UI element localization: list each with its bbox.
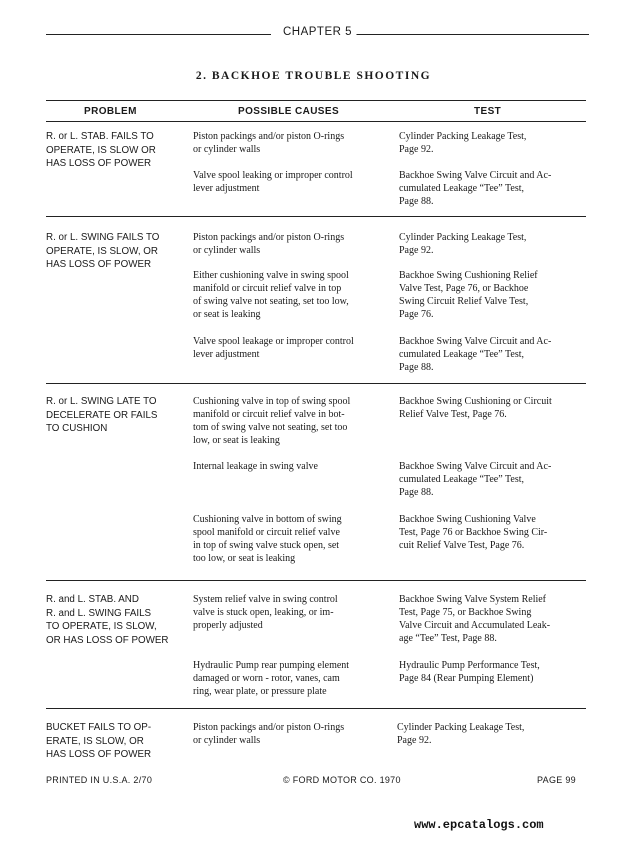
- test-cell: Cylinder Packing Leakage Test, Page 92.: [397, 722, 525, 746]
- footer-printed: PRINTED IN U.S.A. 2/70: [46, 775, 153, 785]
- test-cell: Backhoe Swing Valve Circuit and Ac- cumulated Leakage “Tee” Test, Page 88.: [399, 336, 552, 373]
- cause-cell: Piston packings and/or piston O-rings or cylinder walls: [193, 722, 345, 746]
- problem-cell: R. and L. STAB. AND R. and L. SWING FAILS TO OPERATE, IS SLOW, OR HAS LOSS OF POWER: [46, 594, 169, 646]
- cause-cell: Either cushioning valve in swing spool manifold or circuit relief valve in top of swing valve not seating, set too low, or seat is leaking: [193, 270, 349, 320]
- column-header-problem: PROBLEM: [84, 106, 137, 117]
- test-cell: Cylinder Packing Leakage Test, Page 92.: [399, 232, 527, 256]
- cause-cell: Piston packings and/or piston O-rings or cylinder walls: [193, 232, 345, 256]
- group-divider: [46, 216, 586, 217]
- test-cell: Backhoe Swing Cushioning or Circuit Relief Valve Test, Page 76.: [399, 396, 552, 420]
- cause-cell: Valve spool leaking or improper control lever adjustment: [193, 170, 353, 194]
- cause-cell: Cushioning valve in bottom of swing spool manifold or circuit relief valve in top of swing valve stuck open, set too low, or seat is leaking: [193, 514, 342, 564]
- table-header-rule: [46, 121, 586, 122]
- cause-cell: Hydraulic Pump rear pumping element damaged or worn - rotor, vanes, cam ring, wear plate, or pressure plate: [193, 660, 350, 697]
- test-cell: Backhoe Swing Valve System Relief Test, Page 75, or Backhoe Swing Valve Circuit and Accumulated Leak- age “Tee” Test, Page 88.: [399, 594, 551, 644]
- footer-copyright: © FORD MOTOR CO. 1970: [283, 775, 401, 785]
- problem-cell: BUCKET FAILS TO OP- ERATE, IS SLOW, OR HAS LOSS OF POWER: [46, 722, 152, 760]
- group-divider: [46, 708, 586, 709]
- cause-cell: System relief valve in swing control valve is stuck open, leaking, or im- properly adjusted: [193, 594, 338, 631]
- problem-cell: R. or L. STAB. FAILS TO OPERATE, IS SLOW OR HAS LOSS OF POWER: [46, 131, 156, 169]
- watermark: www.epcatalogs.com: [414, 818, 544, 832]
- group-divider: [46, 580, 586, 581]
- chapter-rule-right: [352, 34, 589, 35]
- group-divider: [46, 383, 586, 384]
- cause-cell: Internal leakage in swing valve: [193, 461, 318, 472]
- test-cell: Hydraulic Pump Performance Test, Page 84 (Rear Pumping Element): [399, 660, 540, 684]
- cause-cell: Valve spool leakage or improper control lever adjustment: [193, 336, 354, 360]
- cause-cell: Cushioning valve in top of swing spool manifold or circuit relief valve in bot- tom of swing valve not seating, set too low, or seat is leaking: [193, 396, 351, 446]
- cause-cell: Piston packings and/or piston O-rings or cylinder walls: [193, 131, 345, 155]
- test-cell: Backhoe Swing Cushioning Valve Test, Page 76 or Backhoe Swing Cir- cuit Relief Valve Test, Page 76.: [399, 514, 548, 551]
- problem-cell: R. or L. SWING FAILS TO OPERATE, IS SLOW, OR HAS LOSS OF POWER: [46, 232, 160, 270]
- test-cell: Cylinder Packing Leakage Test, Page 92.: [399, 131, 527, 155]
- chapter-label: CHAPTER 5: [279, 26, 356, 38]
- problem-cell: R. or L. SWING LATE TO DECELERATE OR FAILS TO CUSHION: [46, 396, 158, 434]
- chapter-rule-left: [46, 34, 271, 35]
- table-top-rule: [46, 100, 586, 101]
- test-cell: Backhoe Swing Valve Circuit and Ac- cumulated Leakage “Tee” Test, Page 88.: [399, 170, 552, 207]
- column-header-possible-causes: POSSIBLE CAUSES: [238, 106, 340, 117]
- chapter-header: [46, 26, 589, 42]
- section-title: 2. BACKHOE TROUBLE SHOOTING: [195, 70, 432, 82]
- test-cell: Backhoe Swing Valve Circuit and Ac- cumulated Leakage “Tee” Test, Page 88.: [399, 461, 552, 498]
- column-header-test: TEST: [474, 106, 502, 117]
- test-cell: Backhoe Swing Cushioning Relief Valve Test, Page 76, or Backhoe Swing Circuit Relief Valve Test, Page 76.: [399, 270, 538, 320]
- footer-page-number: PAGE 99: [537, 775, 576, 785]
